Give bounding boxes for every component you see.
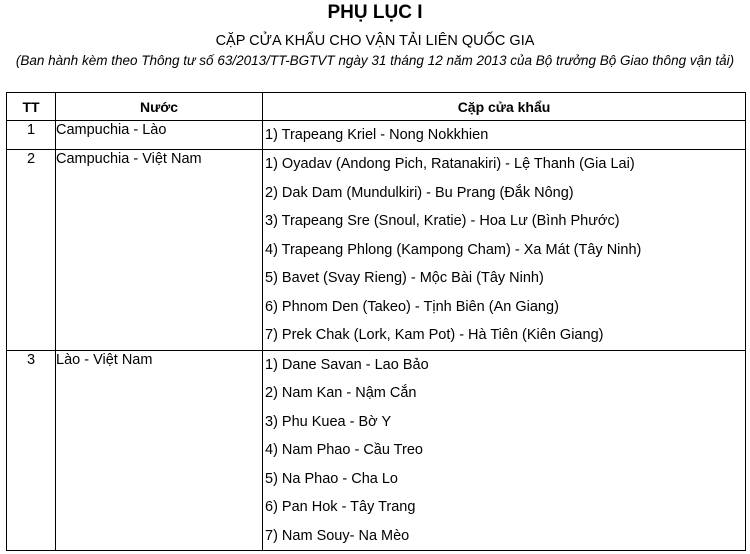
row-pairs — [263, 121, 746, 150]
row-country: Campuchia - Việt Nam — [56, 150, 263, 351]
header-pairs: Cặp cửa khẩu — [263, 93, 746, 121]
crossing-pair: 3) Trapeang Sre (Snoul, Kratie) - Hoa Lư (Bình Phước) — [265, 213, 620, 229]
crossing-pair: 5) Bavet (Svay Rieng) - Mộc Bài (Tây Ninh) — [265, 270, 544, 286]
document-subtitle: CẶP CỬA KHẨU CHO VẬN TẢI LIÊN QUỐC GIA — [215, 33, 535, 49]
crossing-pair: 1) Dane Savan - Lao Bảo — [265, 356, 429, 373]
row-country: Lào - Việt Nam — [56, 350, 263, 551]
crossing-pair: 1) Oyadav (Andong Pich, Ratanakiri) - Lệ Thanh (Gia Lai) — [265, 156, 635, 172]
table-header-row — [7, 93, 746, 121]
header-country: Nước — [56, 93, 263, 121]
row-pairs — [263, 350, 746, 551]
row-number: 1 — [7, 121, 56, 150]
crossing-pair: 7) Prek Chak (Lork, Kam Pot) - Hà Tiên (Kiên Giang) — [265, 327, 604, 343]
document-note: (Ban hành kèm theo Thông tư số 63/2013/TT-BGTVT ngày 31 tháng 12 năm 2013 của Bộ trưởng Bộ Giao thông vận tải) — [15, 53, 735, 68]
crossing-pair: 6) Phnom Den (Takeo) - Tịnh Biên (An Giang) — [265, 298, 559, 315]
header-tt: TT — [7, 93, 56, 121]
row-country: Campuchia - Lào — [56, 121, 263, 150]
table-row — [7, 350, 746, 551]
crossing-pair: 1) Trapeang Kriel - Nong Nokkhien — [265, 127, 489, 143]
crossing-pair: 2) Dak Dam (Mundulkiri) - Bu Prang (Đắk Nông) — [265, 184, 574, 201]
border-crossings-table — [6, 92, 746, 551]
crossing-pair: 4) Nam Phao - Cầu Treo — [265, 442, 423, 458]
row-number: 2 — [7, 150, 56, 351]
crossing-pair: 5) Na Phao - Cha Lo — [265, 470, 398, 487]
row-number: 3 — [7, 350, 56, 551]
document-title: PHỤ LỤC I — [327, 2, 423, 23]
table-row — [7, 121, 746, 150]
crossing-pair: 7) Nam Souy- Na Mèo — [265, 527, 410, 544]
crossing-pair: 2) Nam Kan - Nậm Cắn — [265, 385, 417, 401]
row-pairs — [263, 150, 746, 351]
crossing-pair: 4) Trapeang Phlong (Kampong Cham) - Xa Mát (Tây Ninh) — [265, 241, 642, 258]
table-row — [7, 150, 746, 351]
crossing-pair: 6) Pan Hok - Tây Trang — [265, 499, 416, 515]
crossing-pair: 3) Phu Kuea - Bờ Y — [265, 413, 392, 430]
